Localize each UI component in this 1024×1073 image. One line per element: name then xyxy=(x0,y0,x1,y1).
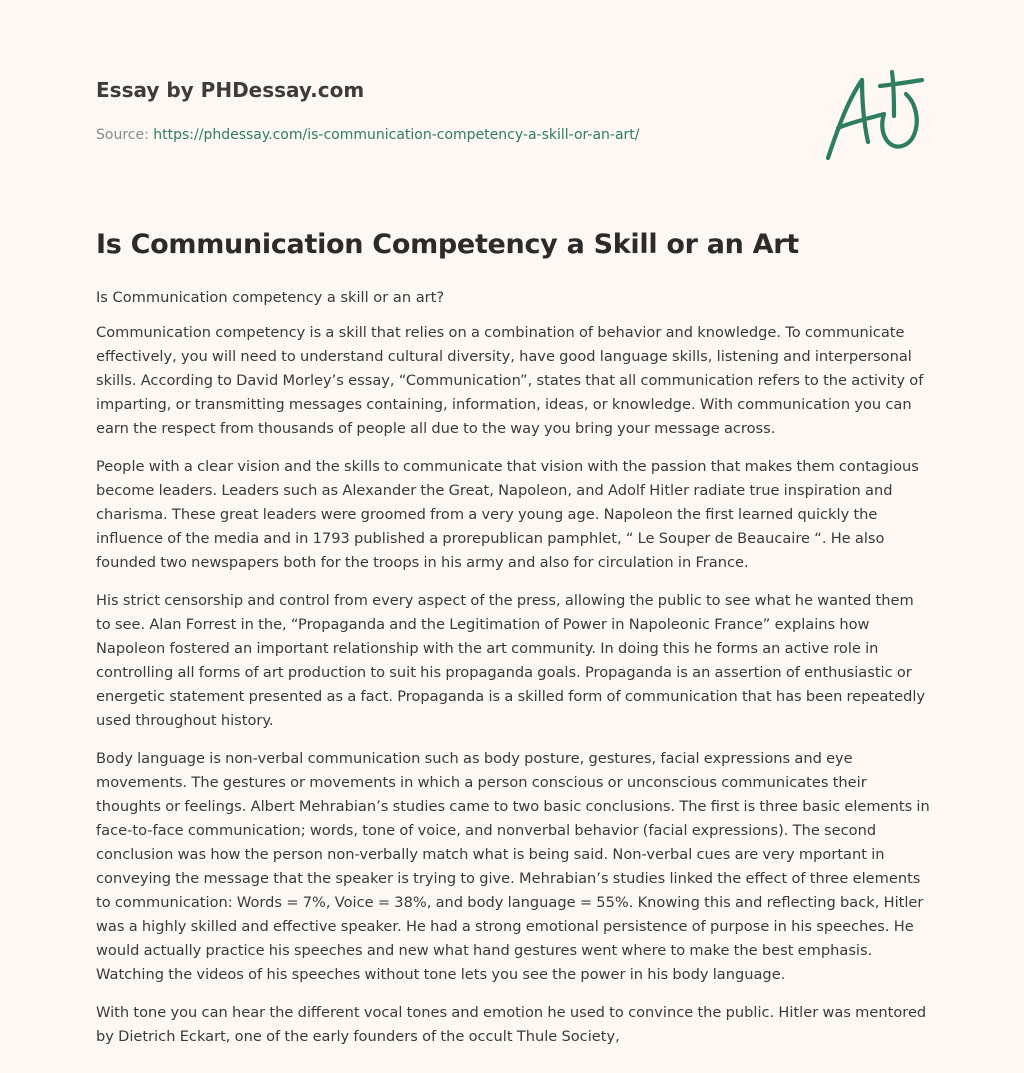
source-label: Source: xyxy=(96,127,149,143)
article-paragraph: Communication competency is a skill that relies on a combination of behavior and knowledge. To communicate effectively, you will need to understand cultural diversity, have good language skills, listening and interpersonal skills. According to David Morley’s essay, “Communication”, states that all communication refers to the activity of imparting, or transmitting messages containing, information, ideas, or knowledge. With communication you can earn the respect from thousands of people all due to the way you bring your message across. xyxy=(96,324,924,437)
article-paragraph: His strict censorship and control from every aspect of the press, allowing the public to see what he wanted them to see. Alan Forrest in the, “Propaganda and the Legitimation of Power in Napoleonic France” explains how Napoleon fostered an important relationship with the art community. In doing this he forms an active role in controlling all forms of art production to suit his propaganda goals. Propaganda is an assertion of enthusiastic or energetic statement presented as a fact. Propaganda is a skilled form of communication that has been repeatedly used throughout history. xyxy=(96,592,926,729)
source-link[interactable]: https://phdessay.com/is-communication-competency-a-skill-or-an-art/ xyxy=(153,127,640,143)
site-header xyxy=(96,76,796,145)
article-title: Is Communication Competency a Skill or an Art xyxy=(96,229,799,260)
site-title: Essay by PHDessay.com xyxy=(96,78,365,102)
article-paragraph: With tone you can hear the different vocal tones and emotion he used to convince the public. Hitler was mentored by Dietrich Eckart, one of the early founders of the occult Thule Society, xyxy=(96,1004,927,1045)
article-paragraph: Body language is non-verbal communication such as body posture, gestures, facial expressions and eye movements. The gestures or movements in which a person conscious or unconscious communicates their thoughts or feelings. Albert Mehrabian’s studies came to two basic conclusions. The first is three basic elements in face-to-face communication; words, tone of voice, and nonverbal behavior (facial expressions). The second conclusion was how the person non-verbally match what is being said. Non-verbal cues are very mportant in conveying the message that the speaker is trying to give. Mehrabian’s studies linked the effect of three elements to communication: Words = 7%, Voice = 38%, and body language = 55%. Knowing this and reflecting back, Hitler was a highly skilled and effective speaker. He had a strong emotional persistence of purpose in his speeches. He would actually practice his speeches and new what hand gestures went where to make the best emphasis. Watching the videos of his speeches without tone lets you see the power in his body language. xyxy=(96,750,930,983)
source-line xyxy=(96,125,796,145)
article-paragraph: People with a clear vision and the skills to communicate that vision with the passion that makes them contagious become leaders. Leaders such as Alexander the Great, Napoleon, and Adolf Hitler radiate true inspiration and charisma. These great leaders were groomed from a very young age. Napoleon the first learned quickly the influence of the media and in 1793 published a prorepublican pamphlet, “ Le Souper de Beaucaire “. He also founded two newspapers both for the troops in his army and also for circulation in France. xyxy=(96,458,919,571)
a-plus-grade-logo-icon xyxy=(818,66,930,166)
essay-article xyxy=(96,226,930,1049)
article-lead: Is Communication competency a skill or an art? xyxy=(96,289,445,306)
